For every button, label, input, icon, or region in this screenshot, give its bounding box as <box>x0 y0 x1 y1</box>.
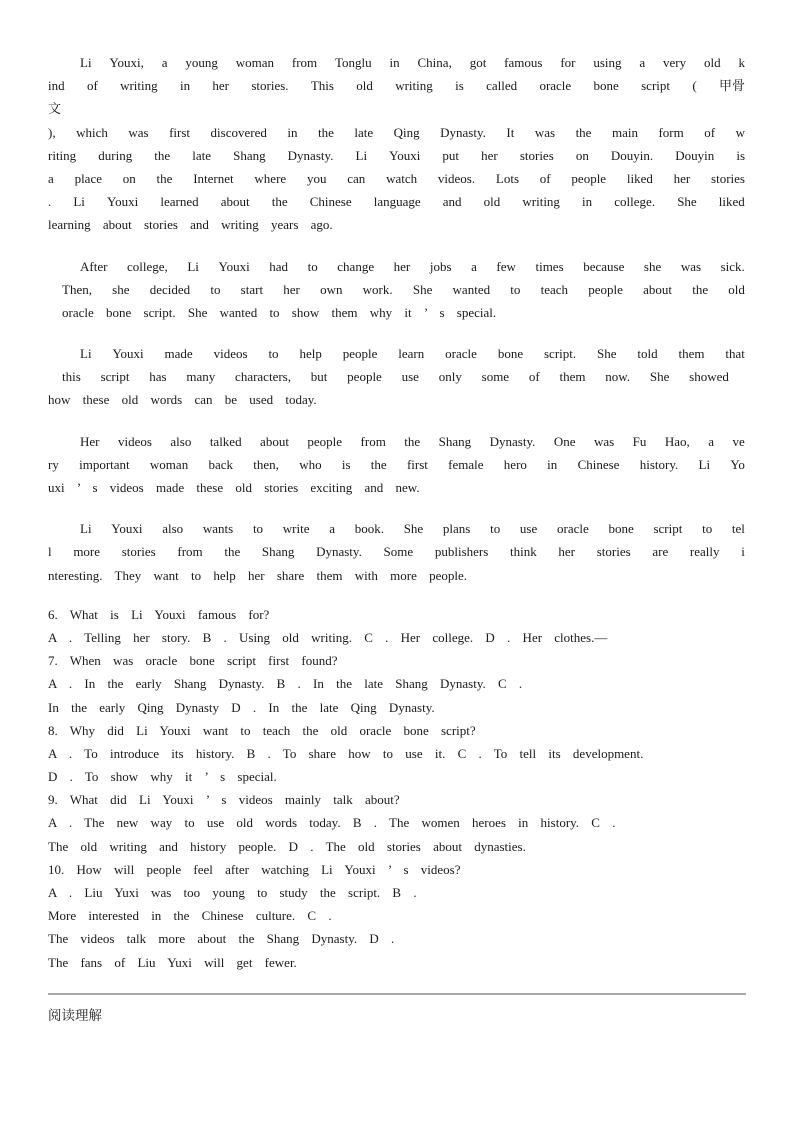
word: also <box>162 521 184 537</box>
word: can <box>347 170 366 186</box>
word: Douyin. <box>610 147 654 163</box>
word: Qing <box>393 124 420 140</box>
word: She <box>597 346 617 362</box>
word: Dynasty. <box>489 433 536 449</box>
word: use <box>519 521 538 537</box>
text-line: how these old words can be used today. <box>48 392 317 408</box>
word: from <box>360 433 386 449</box>
question-7: 7. When was oracle bone script first found? <box>48 653 338 669</box>
text-line <box>48 74 745 97</box>
word: in <box>389 55 400 70</box>
word: during <box>98 147 133 163</box>
word: start <box>240 281 264 297</box>
word: Li <box>187 258 199 274</box>
word: Li <box>698 456 711 472</box>
word: wanted <box>452 281 491 297</box>
word: of <box>539 170 551 186</box>
word: work. <box>362 281 393 297</box>
word: from <box>177 544 203 560</box>
word: the <box>224 544 241 560</box>
word: writing <box>120 78 158 94</box>
word: of <box>528 369 540 385</box>
word: Li <box>80 521 92 537</box>
question-8: 8. Why did Li Youxi want to teach the old oracle bone script? <box>48 722 476 738</box>
word: then, <box>253 456 279 472</box>
word: and <box>442 194 462 210</box>
word: was <box>128 124 149 140</box>
word: to <box>307 258 318 274</box>
word: to <box>510 281 521 297</box>
word: language <box>373 194 421 210</box>
word: k <box>738 55 745 70</box>
word: Tonglu <box>335 55 372 70</box>
word: in <box>582 194 593 210</box>
word: are <box>652 544 669 560</box>
word: publishers <box>434 544 489 560</box>
passage-paragraph-5 <box>48 517 745 587</box>
word: Lots <box>495 170 520 186</box>
word: l <box>48 544 52 560</box>
text-line <box>48 167 745 190</box>
word: a <box>708 433 715 449</box>
word: script <box>100 369 130 385</box>
word: liked <box>626 170 653 186</box>
word: now. <box>605 369 631 385</box>
question-9-options: A . The new way to use old words today. B . The women heroes in history. C . <box>48 815 616 831</box>
word: ve <box>732 433 745 449</box>
word: She <box>649 369 670 385</box>
word: a <box>48 170 54 186</box>
passage-paragraph-1 <box>48 51 745 237</box>
word: oracle <box>556 521 589 537</box>
word: from <box>291 55 318 70</box>
word: told <box>637 346 658 362</box>
word: is <box>736 147 745 163</box>
question-9-options: The old writing and history people. D . The old stories about dynasties. <box>48 838 526 854</box>
word: where <box>254 170 287 186</box>
word: She <box>412 281 433 297</box>
word: Dynasty. <box>316 544 362 560</box>
word: her <box>283 281 300 297</box>
word: you <box>306 170 327 186</box>
word: oracle <box>539 78 572 94</box>
word: to <box>702 521 713 537</box>
word: w <box>735 124 745 140</box>
word: videos. <box>437 170 476 186</box>
word: first <box>169 124 191 140</box>
question-10-options: The videos talk more about the Shang Dynasty. D . <box>48 931 395 947</box>
word: Li <box>73 194 85 210</box>
word: really <box>689 544 720 560</box>
word: bone <box>608 521 634 537</box>
word: the <box>692 281 709 297</box>
word: i <box>741 544 745 560</box>
word: her <box>212 78 230 94</box>
word: the <box>404 433 421 449</box>
word: stories <box>121 544 156 560</box>
word: about <box>260 433 289 449</box>
word: Chinese <box>309 194 352 210</box>
word: famous <box>504 55 543 70</box>
word: ind <box>48 78 65 94</box>
word: in <box>179 78 191 94</box>
word: the <box>156 170 173 186</box>
word: her <box>393 258 411 274</box>
word: on <box>575 147 589 163</box>
word: Li <box>355 147 368 163</box>
word: Douyin <box>675 147 715 163</box>
word: late <box>354 124 374 140</box>
word: help <box>299 346 322 362</box>
word: liked <box>718 194 745 210</box>
word: more <box>73 544 101 560</box>
word: showed <box>689 369 729 385</box>
word: After <box>80 258 108 274</box>
word: She <box>677 194 697 210</box>
word: oracle <box>445 346 477 362</box>
word: China, <box>417 55 452 70</box>
word: to <box>268 346 279 362</box>
word: Then, <box>62 281 92 297</box>
word: stories <box>596 544 631 560</box>
word: place <box>74 170 102 186</box>
word: of <box>704 124 716 140</box>
word: Li <box>80 346 92 362</box>
word: to <box>490 521 501 537</box>
word: writing <box>395 78 433 94</box>
word: the <box>317 124 334 140</box>
word: ), <box>48 124 56 140</box>
word: wants <box>202 521 234 537</box>
word: her <box>673 170 691 186</box>
section-divider <box>48 993 746 995</box>
word: sick. <box>720 258 745 274</box>
question-10-options: More interested in the Chinese culture. C . <box>48 908 332 924</box>
word: script <box>653 521 683 537</box>
word: stories <box>519 147 554 163</box>
word: Shang <box>233 147 266 163</box>
passage-paragraph-3 <box>48 342 745 412</box>
word: plans <box>442 521 471 537</box>
word: Hao, <box>664 433 690 449</box>
word: hero <box>503 456 527 472</box>
word: One <box>553 433 576 449</box>
question-7-options: A . In the early Shang Dynasty. B . In the late Shang Dynasty. C . <box>48 676 523 692</box>
text-line <box>48 453 745 476</box>
word: think <box>509 544 537 560</box>
passage-paragraph-2 <box>48 255 745 325</box>
word: Internet <box>193 170 234 186</box>
word: a <box>161 55 168 70</box>
word: Youxi <box>107 194 139 210</box>
word: Youxi <box>112 346 144 362</box>
word: 甲骨 <box>718 78 745 94</box>
question-6-options: A . Telling her story. B . Using old writing. C . Her college. D . Her clothes.— <box>48 629 608 645</box>
word: some <box>481 369 510 385</box>
question-10-options: The fans of Liu Yuxi will get fewer. <box>48 954 297 970</box>
word: to <box>210 281 221 297</box>
word: videos <box>117 433 152 449</box>
question-10: 10. How will people feel after watching Li Youxi ’ s videos? <box>48 861 461 877</box>
word: Dynasty. <box>440 124 486 140</box>
word: talked <box>209 433 242 449</box>
word: called <box>486 78 518 94</box>
word: bone <box>497 346 524 362</box>
word: using <box>593 55 622 70</box>
word: the <box>154 147 171 163</box>
word: teach <box>540 281 569 297</box>
word: only <box>438 369 462 385</box>
word: . <box>48 194 52 210</box>
text-line <box>48 517 745 540</box>
word: Her <box>80 433 100 449</box>
word: but <box>310 369 328 385</box>
word: riting <box>48 147 77 163</box>
word: had <box>269 258 289 274</box>
question-list <box>48 603 745 974</box>
word: was <box>593 433 615 449</box>
word: her <box>558 544 576 560</box>
word: It <box>506 124 515 140</box>
text-line <box>48 144 745 167</box>
word: she <box>112 281 130 297</box>
word: got <box>469 55 487 70</box>
word: of <box>86 78 98 94</box>
word: main <box>611 124 638 140</box>
text-line <box>48 365 745 388</box>
word: people <box>347 369 382 385</box>
text-line <box>48 430 745 453</box>
word: Youxi <box>218 258 250 274</box>
word: script. <box>543 346 577 362</box>
word: the <box>271 194 288 210</box>
word: stories <box>711 170 745 186</box>
word: the <box>370 456 387 472</box>
word: for <box>560 55 576 70</box>
word: on <box>122 170 136 186</box>
word: people <box>588 281 623 297</box>
word: because <box>583 258 625 274</box>
word: times <box>535 258 564 274</box>
word: a <box>329 521 335 537</box>
word: a <box>471 258 477 274</box>
word: people <box>571 170 607 186</box>
word: This <box>310 78 334 94</box>
word: watch <box>386 170 418 186</box>
word: first <box>406 456 428 472</box>
word: discovered <box>210 124 267 140</box>
word: learn <box>398 346 425 362</box>
word: Shang <box>261 544 295 560</box>
word: about <box>220 194 250 210</box>
question-10-options: A . Liu Yuxi was too young to study the script. B . <box>48 885 417 900</box>
word: Shang <box>438 433 472 449</box>
word: in <box>287 124 298 140</box>
word: stories. <box>251 78 289 94</box>
word: made <box>164 346 193 362</box>
word: bone <box>593 78 619 94</box>
word: own <box>320 281 343 297</box>
word: videos <box>213 346 248 362</box>
word: college. <box>614 194 656 210</box>
word: few <box>496 258 516 274</box>
document-body <box>48 51 745 974</box>
word: is <box>455 78 464 94</box>
passage-paragraph-4 <box>48 430 745 500</box>
word: old <box>703 55 721 70</box>
word: late <box>192 147 212 163</box>
word: her <box>481 147 498 163</box>
text-line: learning about stories and writing years ago. <box>48 217 333 233</box>
word: use <box>401 369 419 385</box>
word: old <box>356 78 373 94</box>
word: learned <box>160 194 199 210</box>
word: a <box>639 55 646 70</box>
word: Youxi, <box>109 55 144 70</box>
word: writing <box>522 194 560 210</box>
text-line: nteresting. They want to help her share them with more people. <box>48 567 467 583</box>
word: the <box>575 124 592 140</box>
word: female <box>448 456 484 472</box>
word: about <box>643 281 672 297</box>
word: people <box>342 346 378 362</box>
word: them <box>559 369 586 385</box>
word: Some <box>383 544 414 560</box>
word: people <box>307 433 343 449</box>
text-line <box>48 342 745 365</box>
word: Li <box>80 55 92 70</box>
question-8-options: D . To show why it ’ s special. <box>48 769 277 785</box>
word: Yo <box>730 456 745 472</box>
word: write <box>282 521 310 537</box>
word: characters, <box>235 369 291 385</box>
word: old <box>483 194 501 210</box>
word: put <box>442 147 460 163</box>
question-7-options: In the early Qing Dynasty D . In the late Qing Dynasty. <box>48 699 435 715</box>
word: back <box>208 456 234 472</box>
word: is <box>341 456 351 472</box>
word: Youxi <box>111 521 143 537</box>
word: woman <box>235 55 275 70</box>
word: was <box>680 258 702 274</box>
text-line: 文 <box>48 101 62 117</box>
word: Fu <box>632 433 647 449</box>
word: them <box>678 346 705 362</box>
word: very <box>663 55 687 70</box>
text-line: uxi ’ s videos made these old stories exciting and new. <box>48 480 420 495</box>
word: has <box>149 369 167 385</box>
word: old <box>728 281 745 297</box>
word: that <box>725 346 745 362</box>
text-line: oracle bone script. She wanted to show them why it ’ s special. <box>62 304 497 320</box>
word: ry <box>48 456 59 472</box>
word: Youxi <box>389 147 421 163</box>
text-line <box>48 51 745 74</box>
word: young <box>185 55 218 70</box>
question-9: 9. What did Li Youxi ’ s videos mainly talk about? <box>48 792 400 808</box>
text-line <box>48 278 745 301</box>
word: ( <box>692 78 697 94</box>
word: form <box>658 124 684 140</box>
word: she <box>643 258 662 274</box>
text-line <box>48 255 745 278</box>
question-6: 6. What is Li Youxi famous for? <box>48 606 270 622</box>
text-line <box>48 121 745 144</box>
word: Dynasty. <box>287 147 334 163</box>
section-title: 阅读理解 <box>48 1008 102 1024</box>
word: jobs <box>429 258 452 274</box>
word: decided <box>149 281 191 297</box>
word: this <box>62 369 81 385</box>
question-8-options: A . To introduce its history. B . To share how to use it. C . To tell its development. <box>48 745 644 761</box>
word: many <box>186 369 216 385</box>
word: woman <box>149 456 189 472</box>
word: college, <box>127 258 168 274</box>
word: was <box>534 124 556 140</box>
word: script <box>641 78 670 94</box>
word: change <box>337 258 375 274</box>
word: to <box>252 521 264 537</box>
word: which <box>76 124 108 140</box>
text-line <box>48 540 745 563</box>
text-line <box>48 190 745 213</box>
word: Chinese <box>577 456 620 472</box>
word: in <box>547 456 558 472</box>
word: important <box>79 456 130 472</box>
word: who <box>299 456 322 472</box>
word: history. <box>639 456 679 472</box>
word: book. <box>354 521 384 537</box>
word: tel <box>731 521 745 537</box>
word: also <box>170 433 192 449</box>
word: She <box>403 521 424 537</box>
